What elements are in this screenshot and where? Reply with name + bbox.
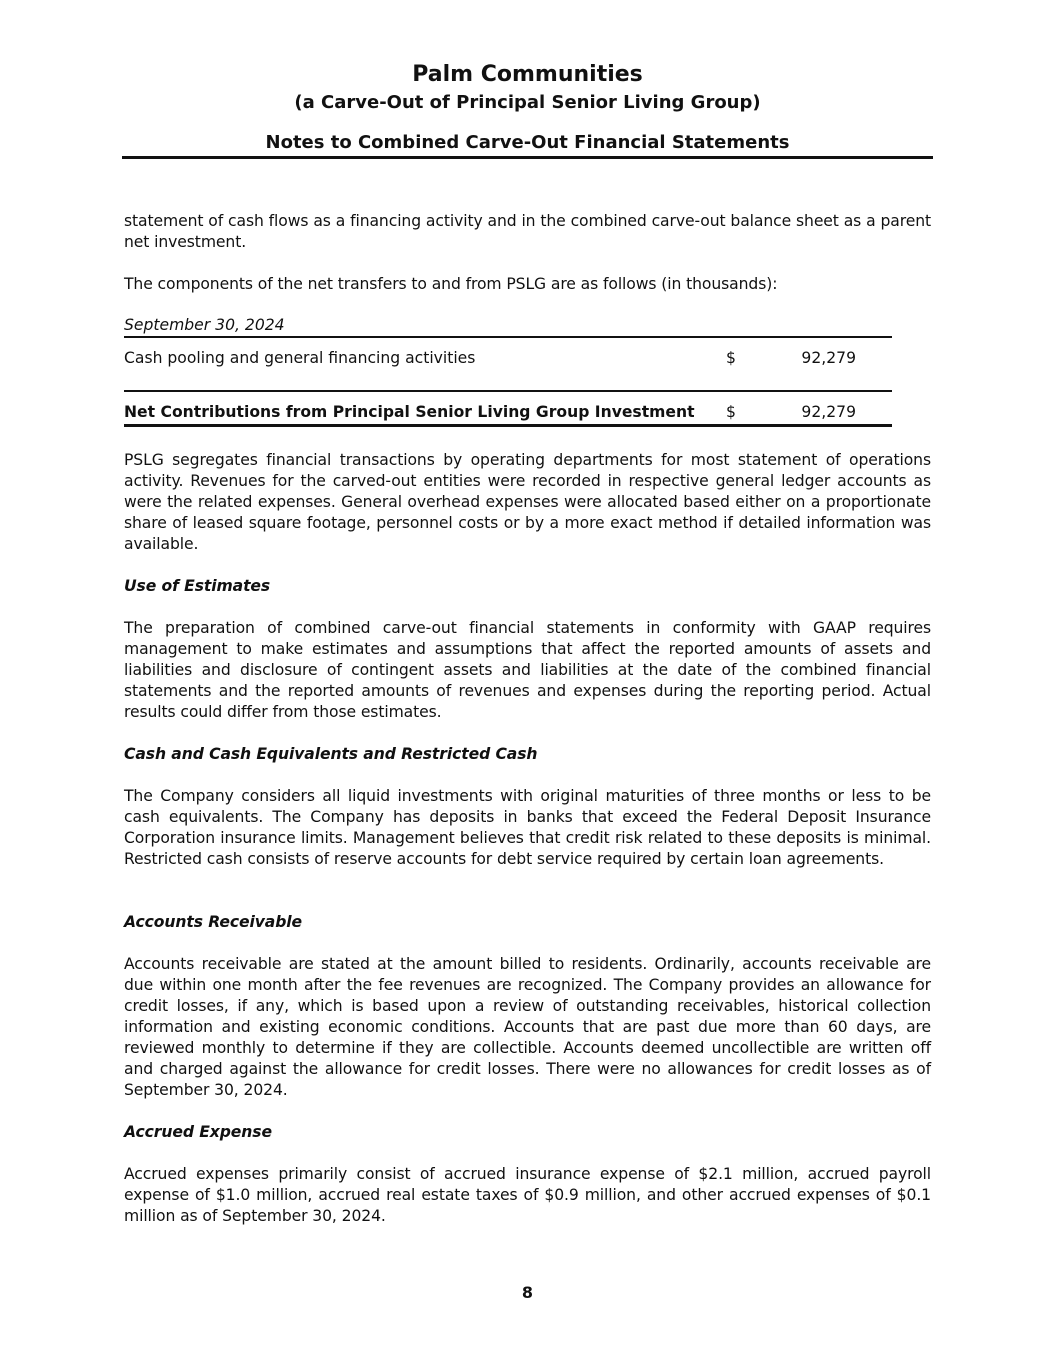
- paragraph: The components of the net transfers to and from PSLG are as follows (in thousands):: [124, 275, 778, 293]
- section-heading: Cash and Cash Equivalents and Restricted Cash: [124, 745, 538, 763]
- section-heading: Accrued Expense: [124, 1123, 272, 1141]
- table-rule: [124, 336, 892, 338]
- row-amount: 92,279: [801, 349, 856, 367]
- page-number: 8: [521, 1283, 534, 1302]
- section-heading: Use of Estimates: [124, 577, 271, 595]
- section-body: The preparation of combined carve-out financial statements in conformity with GAAP requires management to make estimates and assumptions that affect the reported amounts of assets and liabilities and disclosure of contingent assets and liabilities at the date of the combined financial statements and the reported amounts of revenues and expenses during the reporting period. Actual results could differ from those estimates.: [124, 619, 931, 721]
- paragraph: PSLG segregates financial transactions by operating departments for most statement of operations activity. Revenues for the carved-out entities were recorded in respective general ledger accounts as were the related expenses. General overhead expenses were allocated based either on a proportionate share of leased square footage, personnel costs or by a more exact method if detailed information was available.: [124, 451, 931, 553]
- table-row: [124, 349, 892, 371]
- row-label: Cash pooling and general financing activities: [124, 349, 476, 367]
- table-header: September 30, 2024: [124, 316, 285, 334]
- total-label: Net Contributions from Principal Senior Living Group Investment: [124, 403, 695, 421]
- section-title: Notes to Combined Carve-Out Financial Statements: [265, 132, 790, 153]
- section-body: Accounts receivable are stated at the amount billed to residents. Ordinarily, accounts receivable are due within one month after the fee revenues are recognized. The Company provides an allowance for credit losses, if any, which is based upon a review of outstanding receivables, historical collection information and existing economic conditions. Accounts that are past due more than 60 days, are reviewed monthly to determine if they are collectible. Accounts deemed uncollectible are written off and charged against the allowance for credit losses. There were no allowances for credit losses as of September 30, 2024.: [124, 955, 931, 1099]
- table-total-rule: [124, 424, 892, 427]
- table-rule: [124, 390, 892, 392]
- header-rule: [122, 156, 933, 159]
- company-name: Palm Communities: [412, 62, 643, 87]
- section-heading: Accounts Receivable: [124, 913, 302, 931]
- total-amount: 92,279: [801, 403, 856, 421]
- table-total-row: [124, 403, 892, 425]
- company-subtitle: (a Carve-Out of Principal Senior Living Group): [294, 92, 761, 113]
- total-currency: $: [726, 403, 736, 421]
- row-currency: $: [726, 349, 736, 367]
- section-body: Accrued expenses primarily consist of accrued insurance expense of $2.1 million, accrued payroll expense of $1.0 million, accrued real estate taxes of $0.9 million, and other accrued expenses of $0.1 million as of September 30, 2024.: [124, 1165, 931, 1225]
- paragraph: statement of cash flows as a financing activity and in the combined carve-out balance sheet as a parent net investment.: [124, 212, 931, 251]
- section-body: The Company considers all liquid investments with original maturities of three months or less to be cash equivalents. The Company has deposits in banks that exceed the Federal Deposit Insurance Corporation insurance limits. Management believes that credit risk related to these deposits is minimal. Restricted cash consists of reserve accounts for debt service required by certain loan agreements.: [124, 787, 931, 868]
